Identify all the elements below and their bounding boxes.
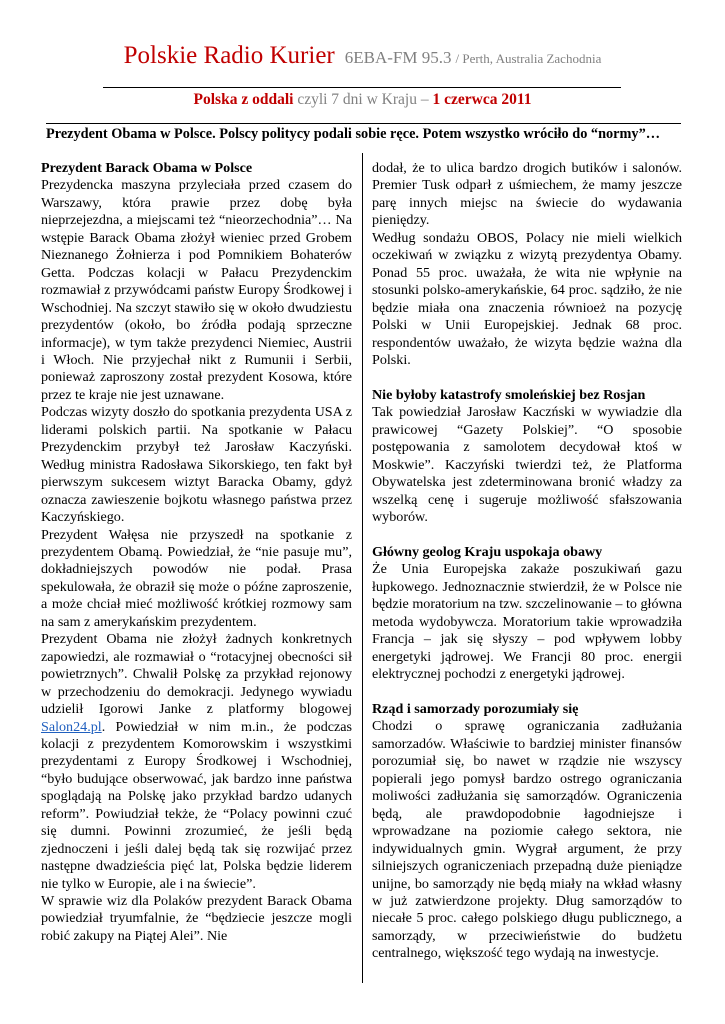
- article-heading-geolog: Główny geolog Kraju uspokaja obawy: [372, 543, 603, 560]
- spacer: [372, 684, 682, 701]
- paragraph: Według sondażu OBOS, Polacy nie mieli wielkich oczekiwań w związku z wizytą prezydentya Obamy. Ponad 55 proc. uważała, że wita nie wpłynie na stosunki polsko-amerykańskie, 64 proc. sądziło, że nie będzie miała ona znaczenia równioeż na pozycję Polski w Unii Europejskiej. Jednak 68 proc. respondentów uważało, że wizyta będzie ważna dla Polski.: [372, 229, 682, 368]
- spacer: [372, 527, 682, 544]
- spacer: [372, 369, 682, 386]
- paragraph: Że Unia Europejska zakaże poszukiwań gazu łupkowego. Jednoznacznie stwierdził, że w Polsce nie będzie moratorium na tzw. szczelinowanie – to główna metoda wydobywcza. Moratorium takie wprowadziła Francja – jak się słyszy – pod wpływem lobby energetyki jądrowej. We Francji 80 proc. energii elektrycznej pochodzi z energetyki jądrowej.: [372, 561, 682, 683]
- issue-date: 1 czerwca 2011: [432, 91, 532, 108]
- right-column: [372, 160, 682, 963]
- article-heading-smolensk: Nie byłoby katastrofy smoleńskiej bez Rosjan: [372, 386, 646, 403]
- publication-title: Polskie Radio Kurier: [123, 42, 335, 69]
- paragraph-text: . Powiedział w nim m.in., że podczas kolacji z prezydentem Komorowskim i wszystkimi prezydentami z Europy Środkowej i Wschodniej, “było budujące obserwować, jak bardzo inne państwa spoglądają na Polskę jako przykład bardzo udanych reform”. Powiudział tekże, że “Polacy powinni czuć się dumni. Powinni zrozumieć, że jeśli będą zjednoczeni i jeśli dalej będą tak się rozwijać przez następne dwadzieścia pięć lat, Polska będzie liderem nie tylko w Europie, ale i na świecie”.: [41, 718, 352, 892]
- issue-subtitle: [0, 91, 725, 109]
- main-headline: Prezydent Obama w Polsce. Polscy politycy podali sobie ręce. Potem wszystko wróciło do “normy”…: [46, 126, 661, 142]
- paragraph-text: Prezydent Obama nie złożył żadnych konkretnych zapowiedzi, ale rozmawiał o “rotacyjnej obecności sił powietrznych”. Chwalił Polskę za przykład rejonowy w przechodzeniu do demokracji. Jedynego wywiadu udzielił Igorowi Janke z platformy blogowej: [41, 631, 352, 718]
- header-divider: [103, 87, 621, 88]
- paragraph: Prezydencka maszyna przyleciała przed czasem do Warszawy, która prawie przez dobę była nieprzejezdna, a miejscami też “nieorzechodnia”… Na wstępie Barack Obama złożył wieniec przed Grobem Nieznanego Żołnierza i pod Pomnikiem Bohaterów Getta. Podczas kolacji w Pałacu Prezydenckim rozmawiał z przywódcami państw Europy Środkowej i Wschodniej. Na szczyt stawiło się w około dwudziestu prezydentów (około, bo źródła podają sprzeczne informacje), w tym także prezydenci Niemiec, Austrii i Włoch. Nie przyjechał nikt z Rumunii i Serbii, ponieważ zaproszony został prezydent Kosowa, które przez te kraje nie jest uznawane.: [41, 177, 352, 403]
- paragraph: Tak powiedział Jarosław Kaczński w wywiadzie dla prawicowej “Gazety Polskiej”. “O sposobie postępowania z samolotem decydował ktoś w Moskwie”. Kaczyński twierdzi też, że Platforma Obywatelska jest zdeterminowana bronić władzy za wszelką cenę i sugeruje możliwość sfałszowania wyborów.: [372, 404, 682, 526]
- salon24-link[interactable]: Salon24.pl: [41, 718, 102, 735]
- column-divider: [362, 153, 363, 983]
- left-column: [41, 160, 352, 945]
- paragraph: [41, 631, 352, 893]
- page-header: [0, 42, 725, 70]
- paragraph: Prezydent Wałęsa nie przyszedł na spotkanie z prezydentem Obamą. Powiedział, że “nie pasuje mu”, dokładniejszych powodów nie podał. Prasa spekulowała, że obraził się może o późne zaproszenie, a może chciał mieć możliwość krótkiej rozmowy sam na sam z amerykańskim prezydentem.: [41, 526, 352, 630]
- paragraph: dodał, że to ulica bardzo drogich butików i salonów. Premier Tusk odparł z uśmiechem, że mamy jeszcze parę innych miejsc na świecie do wydawania pieniędzy.: [372, 160, 682, 229]
- station-location: / Perth, Australia Zachodnia: [455, 51, 602, 66]
- paragraph: Podczas wizyty doszło do spotkania prezydenta USA z liderami polskich partii. Na spotkanie w Pałacu Prezydenckim przybył też Jarosław Kaczyński. Według ministra Radosława Sikorskiego, ten fakt był pierwszym sukcesem wiztyt Baracka Obamy, gdyż oznacza zawieszenie bojkotu własnego państwa przez Kaczyńskiego.: [41, 404, 352, 526]
- section-name: Polska z oddali: [193, 91, 294, 108]
- subtitle-divider: [46, 123, 681, 124]
- article-heading-obama: Prezydent Barack Obama w Polsce: [41, 160, 253, 176]
- station-frequency: 6EBA-FM 95.3: [344, 48, 452, 67]
- paragraph: Chodzi o sprawę ograniczania zadłużania samorzadów. Właściwie to bardziej minister finansów porozumiał się, bo nawet w rządzie nie wszyscy popierali jego pomysł bardzo ostrego ograniczania moliwości zadłużania się samorządów. Ograniczenia będą, ale prawdopodobnie łagodniejsze i wprowadzane na poziomie całego sektora, nie indywidualnych gmin. Wygrał argument, że przy silniejszych ograniczeniach przepadną duże pieniądze unijne, bo samorządy nie będą miały na wkład własny w już zatwierdzone projekty. Dług samorządów to niecałe 5 proc. całego polskiego długu publicznego, a samorządy, w przeciwieństwie do budżetu centralnego, większość tego wydają na inwestycje.: [372, 718, 682, 962]
- paragraph: W sprawie wiz dla Polaków prezydent Barack Obama powiedział tryumfalnie, że “będziecie jeszcze mogli robić zakupy na Piątej Alei”. Nie: [41, 893, 352, 944]
- article-heading-samorzady: Rząd i samorzady porozumiały się: [372, 701, 579, 717]
- section-tagline: czyli 7 dni w Kraju –: [293, 91, 433, 108]
